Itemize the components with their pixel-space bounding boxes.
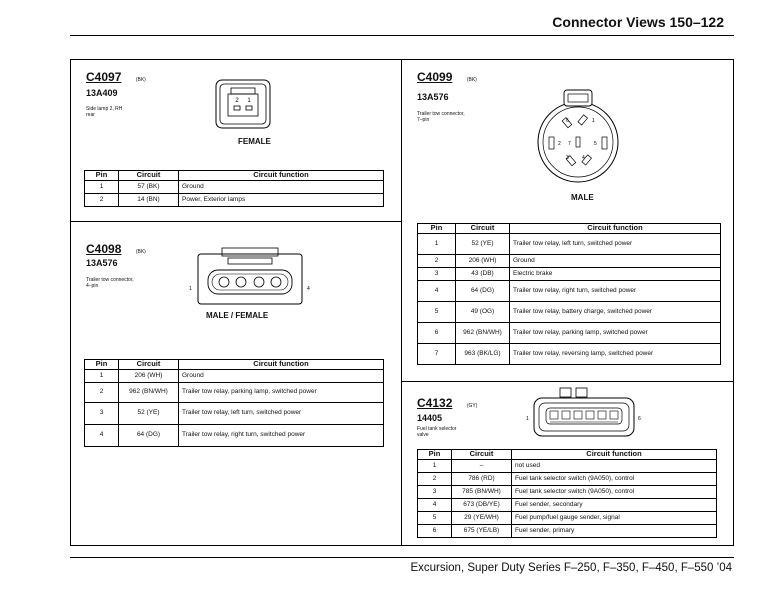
table-cell: Trailer tow relay, parking lamp, switched power	[510, 322, 721, 343]
pin-label: 1	[526, 416, 529, 422]
connector-id: C4099	[417, 70, 453, 84]
c4132-pin-table	[417, 449, 717, 538]
table-cell: 1	[418, 233, 456, 254]
table-row	[85, 369, 384, 382]
table-row	[418, 233, 721, 254]
pin-label: 3	[566, 155, 569, 161]
connector-gender: FEMALE	[238, 137, 271, 146]
table-cell: 14 (BN)	[119, 193, 179, 206]
table-cell: 49 (OG)	[456, 301, 510, 322]
connector-color: (BK)	[135, 249, 146, 255]
connector-id: C4097	[86, 70, 122, 84]
c4098-connector-diagram	[184, 244, 316, 310]
page-title: Connector Views 150–122	[552, 14, 724, 30]
table-row	[418, 459, 717, 472]
pin-label: 2	[558, 141, 561, 147]
part-number: 13A576	[86, 258, 118, 268]
table-cell: 52 (YE)	[119, 402, 179, 424]
pin-label: 7	[568, 141, 571, 147]
c4099-title	[417, 68, 477, 86]
table-cell: Ground	[510, 254, 721, 267]
table-cell: 1	[85, 180, 119, 193]
table-row	[418, 254, 721, 267]
table-cell: Fuel sender, secondary	[512, 498, 717, 511]
table-cell: Trailer tow relay, parking lamp, switched power	[179, 382, 384, 402]
table-cell: 5	[418, 511, 452, 524]
table-cell: 3	[418, 267, 456, 280]
table-cell: 785 (BN/WH)	[452, 485, 512, 498]
table-row	[85, 382, 384, 402]
table-row	[418, 280, 721, 301]
c4098-pin-table	[84, 359, 384, 447]
table-cell: 1	[85, 369, 119, 382]
table-cell: 2	[418, 472, 452, 485]
table-cell: 962 (BN/WH)	[119, 382, 179, 402]
connector-description: Fuel tank selector valve	[417, 426, 457, 439]
table-cell: 2	[85, 382, 119, 402]
connector-description: Trailer tow connector, 7–pin	[417, 111, 465, 124]
pin-label: 6	[566, 118, 569, 124]
pin-label: 4	[307, 286, 310, 292]
c4098-title	[86, 240, 146, 258]
c4132-title	[417, 394, 477, 412]
table-header-row	[85, 171, 384, 181]
table-cell: 6	[418, 322, 456, 343]
table-row	[418, 511, 717, 524]
table-cell: 4	[418, 498, 452, 511]
pin-header: Pin	[418, 450, 452, 460]
table-cell: 206 (WH)	[456, 254, 510, 267]
part-number: 14405	[417, 413, 443, 423]
table-cell: Ground	[179, 369, 384, 382]
connector-color: (BK)	[135, 77, 146, 83]
c4099-connector-diagram	[530, 86, 626, 186]
connector-description: Side lamp 2, RH rear	[86, 106, 123, 119]
connector-description: Trailer tow connector, 4–pin	[86, 277, 134, 290]
table-row	[418, 472, 717, 485]
table-cell: 52 (YE)	[456, 233, 510, 254]
table-row	[85, 180, 384, 193]
circuit-header: Circuit	[456, 224, 510, 234]
pin-header: Pin	[85, 171, 119, 181]
table-cell: Power, Exterior lamps	[179, 193, 384, 206]
table-cell: Trailer tow relay, right turn, switched power	[179, 424, 384, 446]
table-row	[418, 267, 721, 280]
table-cell: 675 (YE/LB)	[452, 524, 512, 537]
table-row	[85, 424, 384, 446]
table-cell: 7	[418, 343, 456, 364]
part-number: 13A409	[86, 88, 118, 98]
table-row	[418, 485, 717, 498]
connector-color: (BK)	[466, 77, 477, 83]
c4099-pin-table	[417, 223, 721, 365]
function-header: Circuit function	[510, 224, 721, 234]
table-cell: 4	[85, 424, 119, 446]
table-header-row	[418, 224, 721, 234]
table-cell: Trailer tow relay, battery charge, switched power	[510, 301, 721, 322]
table-row	[85, 193, 384, 206]
part-number: 13A576	[417, 92, 449, 102]
c4132-connector-diagram	[520, 384, 648, 442]
table-row	[418, 301, 721, 322]
function-header: Circuit function	[512, 450, 717, 460]
table-cell: 64 (DG)	[119, 424, 179, 446]
table-header-row	[85, 360, 384, 370]
table-cell: 673 (DB/YE)	[452, 498, 512, 511]
pin-label: 1	[247, 98, 251, 104]
c4097-title	[86, 68, 146, 86]
table-cell: not used	[512, 459, 717, 472]
table-cell: 29 (YE/WH)	[452, 511, 512, 524]
table-cell: Trailer tow relay, left turn, switched power	[179, 402, 384, 424]
pin-label: 4	[582, 155, 585, 161]
c4097-connector-diagram	[212, 74, 292, 132]
circuit-header: Circuit	[452, 450, 512, 460]
pin-label: 5	[594, 141, 597, 147]
connector-gender: MALE	[571, 193, 594, 202]
pin-header: Pin	[418, 224, 456, 234]
table-cell: 786 (RD)	[452, 472, 512, 485]
footer-text: Excursion, Super Duty Series F–250, F–350, F–450, F–550 ’04	[410, 562, 732, 574]
circuit-header: Circuit	[119, 360, 179, 370]
table-cell: Fuel tank selector switch (9A050), control	[512, 472, 717, 485]
pin-label: 1	[592, 118, 595, 124]
table-cell: Trailer tow relay, right turn, switched power	[510, 280, 721, 301]
function-header: Circuit function	[179, 360, 384, 370]
table-row	[418, 322, 721, 343]
connector-gender: MALE / FEMALE	[206, 311, 269, 320]
table-cell: 6	[418, 524, 452, 537]
table-cell: 57 (BK)	[119, 180, 179, 193]
pin-header: Pin	[85, 360, 119, 370]
table-cell: 3	[85, 402, 119, 424]
table-cell: 4	[418, 280, 456, 301]
connector-color: (GY)	[466, 403, 478, 409]
table-row	[418, 343, 721, 364]
table-cell: 206 (WH)	[119, 369, 179, 382]
table-row	[418, 498, 717, 511]
table-cell: 64 (DG)	[456, 280, 510, 301]
table-cell: Fuel tank selector switch (9A050), control	[512, 485, 717, 498]
c4097-pin-table	[84, 170, 384, 207]
table-cell: Electric brake	[510, 267, 721, 280]
table-cell: 3	[418, 485, 452, 498]
table-cell: Trailer tow relay, left turn, switched power	[510, 233, 721, 254]
footer-rule	[70, 557, 734, 558]
table-cell: 2	[418, 254, 456, 267]
table-row	[85, 402, 384, 424]
table-cell: Ground	[179, 180, 384, 193]
table-cell: Fuel sender, primary	[512, 524, 717, 537]
pin-label: 6	[638, 416, 641, 422]
table-cell: 963 (BK/LG)	[456, 343, 510, 364]
pin-label: 1	[189, 286, 192, 292]
table-cell: 2	[85, 193, 119, 206]
table-cell: 962 (BN/WH)	[456, 322, 510, 343]
table-cell: 43 (DB)	[456, 267, 510, 280]
function-header: Circuit function	[179, 171, 384, 181]
table-row	[418, 524, 717, 537]
table-header-row	[418, 450, 717, 460]
pin-label: 2	[235, 98, 239, 104]
table-cell: Trailer tow relay, reversing lamp, switched power	[510, 343, 721, 364]
table-cell: –	[452, 459, 512, 472]
table-cell: 5	[418, 301, 456, 322]
table-cell: Fuel pump/fuel gauge sender, signal	[512, 511, 717, 524]
table-cell: 1	[418, 459, 452, 472]
connector-id: C4098	[86, 242, 122, 256]
header-rule	[70, 35, 734, 36]
circuit-header: Circuit	[119, 171, 179, 181]
connector-id: C4132	[417, 396, 453, 410]
